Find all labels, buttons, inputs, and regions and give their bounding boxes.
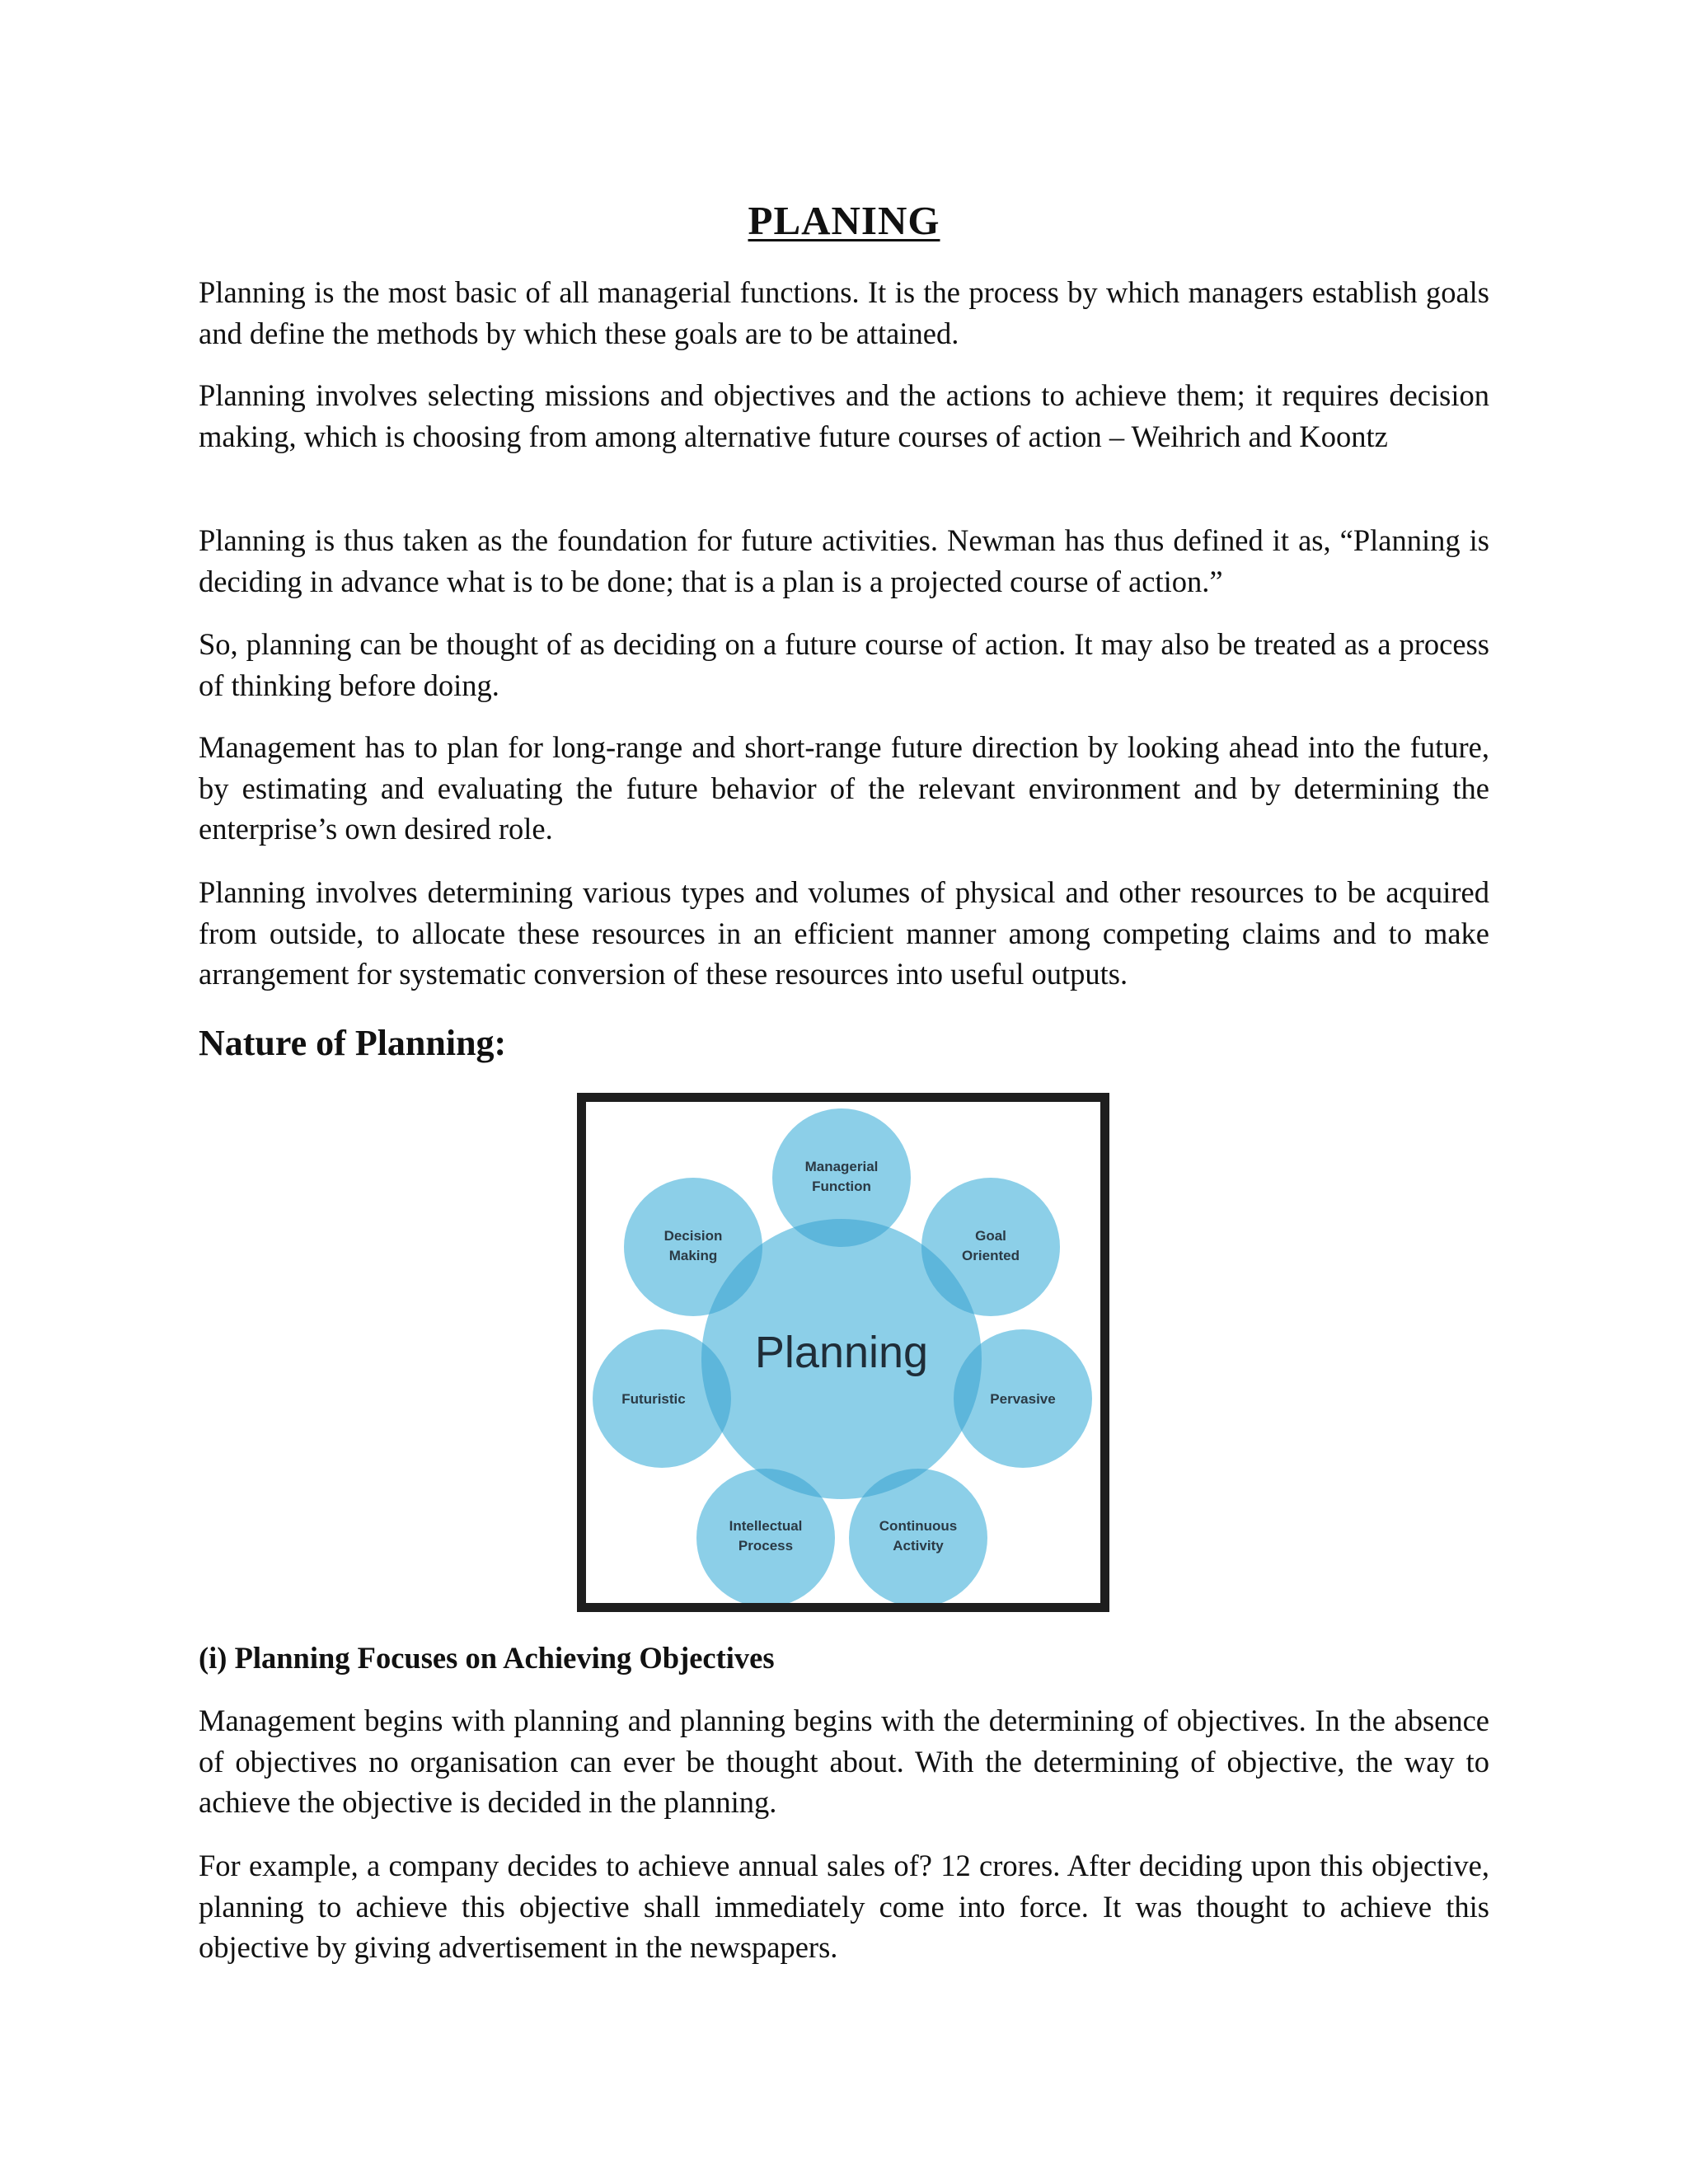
center-label: Planning [754,1328,929,1377]
label-pervasive: Pervasive [990,1391,1056,1407]
label-intellectual-line2: Process [738,1538,794,1554]
paragraph-management-begins: Management begins with planning and planning begins with the determining of objectives. In the absence of objectives no organisation can ever be thought about. With the determining of objective, the way to achieve the objective is decided in the planning. [199,1704,1489,1819]
paragraph-long-short-range: Management has to plan for long-range and short-range future direction by looking ahead into the future, by estimating and evaluating the future behavior of the relevant environment and by determining the enterprise’s own desired role. [199,730,1489,846]
paragraph-resources: Planning involves determining various types and volumes of physical and other resources to be acquired from outside, to allocate these resources in an efficient manner among competing claims and to make arrangement for systematic conversion of these resources into useful outputs. [199,875,1489,991]
label-goal-line2: Oriented [962,1248,1020,1263]
label-continuous-line1: Continuous [879,1518,958,1534]
diagram-svg [586,1102,1100,1603]
paragraph-newman-definition: Planning is thus taken as the foundation for future activities. Newman has thus defined it as, “Planning is deciding in advance what is to be done; that is a plan is a projected course of action.” [199,523,1489,598]
paragraph-example-sales: For example, a company decides to achieve annual sales of? 12 crores. After deciding upon this objective, planning to achieve this objective shall immediately come into force. It was thought to achieve this objective by giving advertisement in the newspapers. [199,1849,1489,1964]
label-managerial-line2: Function [812,1179,871,1194]
label-continuous-line2: Activity [893,1538,944,1554]
label-intellectual-line1: Intellectual [729,1518,803,1534]
page-title: PLANING [748,198,940,243]
label-futuristic: Futuristic [621,1391,686,1407]
paragraph-weihrich-koontz: Planning involves selecting missions and objectives and the actions to achieve them; it requires decision making, which is choosing from among alternative future courses of action – Weihrich and Koontz [199,378,1489,453]
label-managerial-line1: Managerial [804,1159,879,1174]
paragraph-future-course: So, planning can be thought of as deciding on a future course of action. It may also be treated as a process of thinking before doing. [199,627,1489,702]
label-decision-line1: Decision [663,1228,723,1244]
label-goal-line1: Goal [975,1228,1006,1244]
planning-nature-diagram [577,1093,1109,1612]
paragraph-planning-definition: Planning is the most basic of all managerial functions. It is the process by which managers establish goals and define the methods by which these goals are to be attained. [199,275,1489,350]
label-decision-line2: Making [668,1248,718,1263]
subsection-heading-objectives: (i) Planning Focuses on Achieving Objectives [199,1641,775,1675]
section-heading-nature: Nature of Planning: [199,1023,507,1063]
